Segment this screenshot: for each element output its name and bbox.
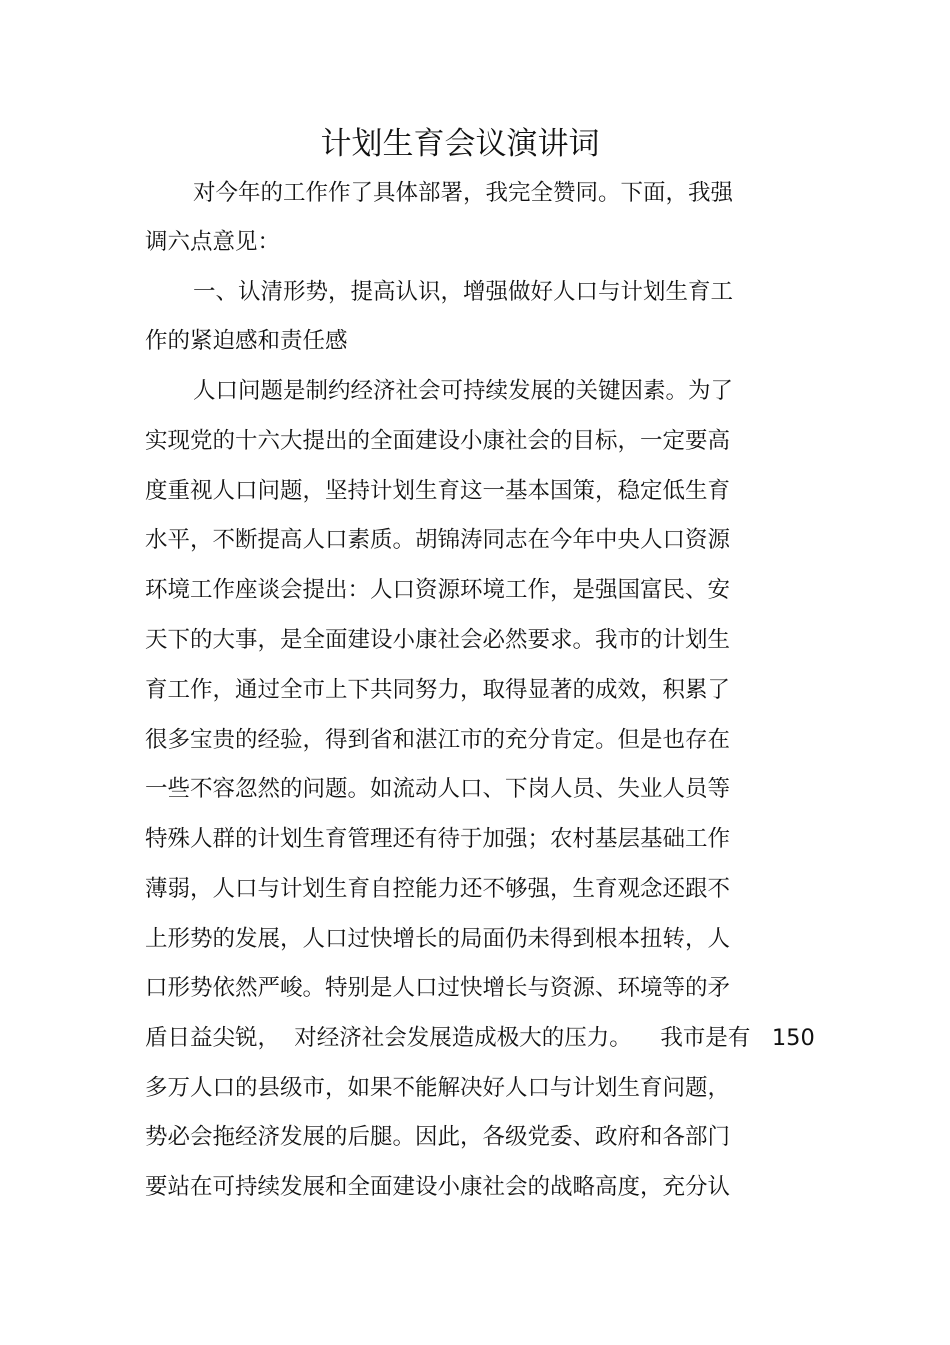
text-line: 调六点意见： <box>145 229 281 255</box>
text-line: 势必会拖经济发展的后腿。因此，各级党委、政府和各部门 <box>145 1124 731 1150</box>
text-line: 对今年的工作作了具体部署，我完全赞同。下面，我强 <box>193 180 734 206</box>
text-line: 要站在可持续发展和全面建设小康社会的战略高度，充分认 <box>145 1174 731 1200</box>
text-line: 育工作，通过全市上下共同努力，取得显著的成效，积累了 <box>145 677 731 703</box>
text-line: 盾日益尖锐， 对经济社会发展造成极大的压力。 我市是有 150 <box>145 1025 815 1051</box>
text-line: 人口问题是制约经济社会可持续发展的关键因素。为了 <box>193 378 734 404</box>
text-line: 一些不容忽然的问题。如流动人口、下岗人员、失业人员等 <box>145 776 731 802</box>
text-line: 天下的大事，是全面建设小康社会必然要求。我市的计划生 <box>145 627 731 653</box>
text-line: 口形势依然严峻。特别是人口过快增长与资源、环境等的矛 <box>145 975 731 1001</box>
text-line: 很多宝贵的经验，得到省和湛江市的充分肯定。但是也存在 <box>145 727 731 753</box>
section-heading-line: 作的紧迫感和责任感 <box>145 328 348 354</box>
text-line: 水平，不断提高人口素质。胡锦涛同志在今年中央人口资源 <box>145 527 731 553</box>
text-line: 特殊人群的计划生育管理还有待于加强；农村基层基础工作 <box>145 826 731 852</box>
text-line: 实现党的十六大提出的全面建设小康社会的目标，一定要高 <box>145 428 731 454</box>
text-line: 环境工作座谈会提出：人口资源环境工作，是强国富民、安 <box>145 577 731 603</box>
text-line: 上形势的发展，人口过快增长的局面仍未得到根本扭转，人 <box>145 926 731 952</box>
text-line: 度重视人口问题，坚持计划生育这一基本国策，稳定低生育 <box>145 478 731 504</box>
document-title: 计划生育会议演讲词 <box>320 126 600 162</box>
section-heading-line: 一、认清形势，提高认识，增强做好人口与计划生育工 <box>193 279 734 305</box>
text-line: 薄弱，人口与计划生育自控能力还不够强，生育观念还跟不 <box>145 876 731 902</box>
text-line: 多万人口的县级市，如果不能解决好人口与计划生育问题， <box>145 1075 731 1101</box>
